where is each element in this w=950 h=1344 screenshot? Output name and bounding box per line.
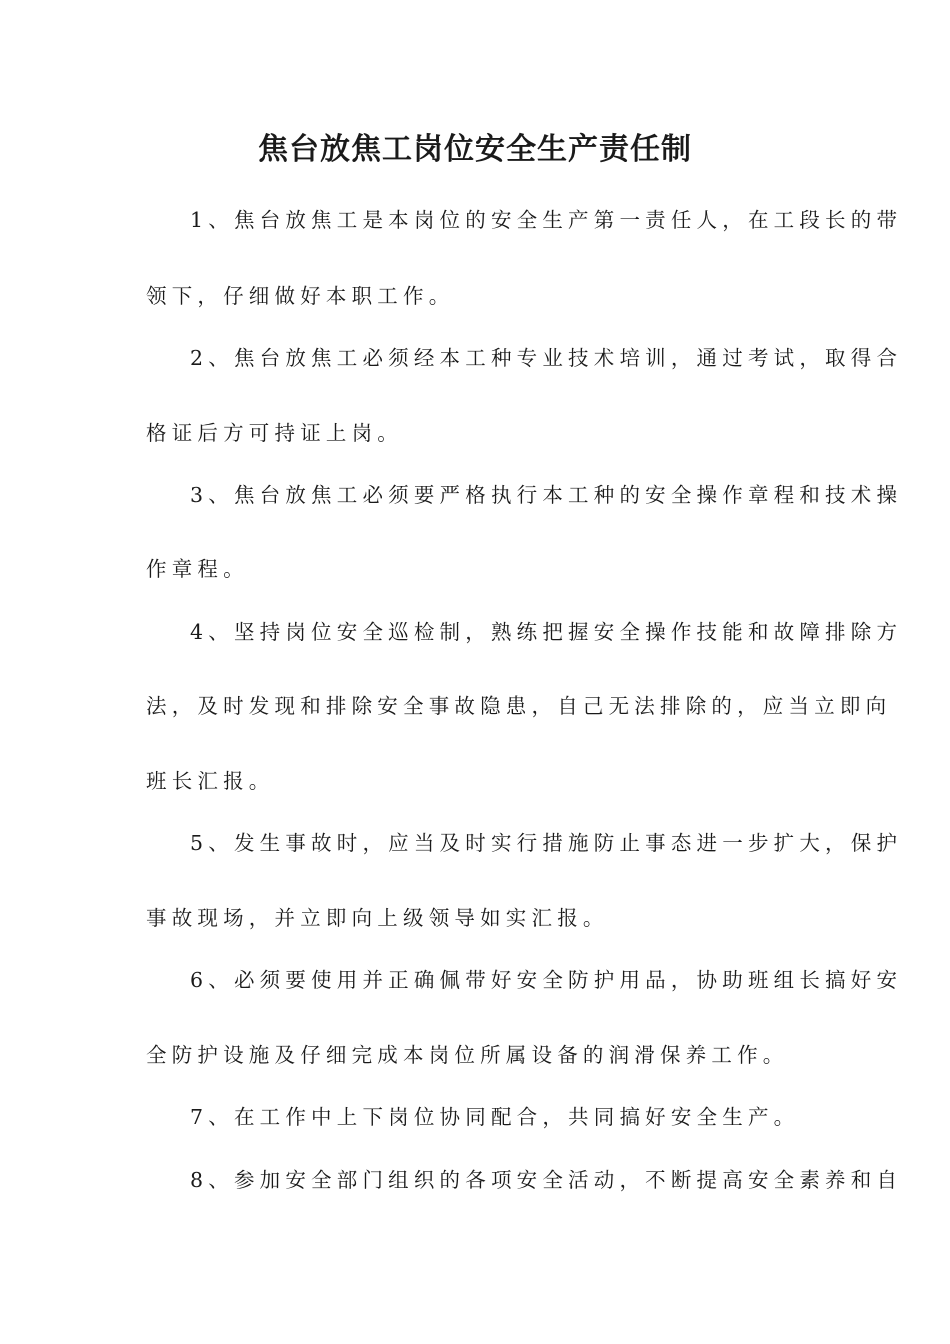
paragraph-6-line-1: 6、必须要使用并正确佩带好安全防护用品，协助班组长搞好安: [190, 968, 903, 992]
paragraph-5-line-2: 事故现场，并立即向上级领导如实汇报。: [146, 906, 609, 930]
paragraph-2-line-1: 2、焦台放焦工必须经本工种专业技术培训，通过考试，取得合: [190, 346, 903, 370]
paragraph-3-line-2: 作章程。: [146, 557, 249, 581]
paragraph-4-line-1: 4、坚持岗位安全巡检制，熟练把握安全操作技能和故障排除方: [190, 620, 903, 644]
paragraph-5-line-1: 5、发生事故时，应当及时实行措施防止事态进一步扩大，保护: [190, 831, 903, 855]
paragraph-2-line-2: 格证后方可持证上岗。: [146, 421, 403, 445]
paragraph-4-line-3: 班长汇报。: [146, 769, 275, 793]
paragraph-7-line-1: 7、在工作中上下岗位协同配合，共同搞好安全生产。: [190, 1105, 800, 1129]
paragraph-3-line-1: 3、焦台放焦工必须要严格执行本工种的安全操作章程和技术操: [190, 483, 903, 507]
paragraph-8-line-1: 8、参加安全部门组织的各项安全活动，不断提高安全素养和自: [190, 1168, 903, 1192]
document-title: 焦台放焦工岗位安全生产责任制: [258, 132, 692, 167]
paragraph-1-line-1: 1、焦台放焦工是本岗位的安全生产第一责任人，在工段长的带: [190, 208, 903, 232]
paragraph-4-line-2: 法，及时发现和排除安全事故隐患，自己无法排除的，应当立即向: [146, 694, 892, 718]
paragraph-6-line-2: 全防护设施及仔细完成本岗位所属设备的润滑保养工作。: [146, 1043, 789, 1067]
paragraph-1-line-2: 领下，仔细做好本职工作。: [146, 284, 455, 308]
